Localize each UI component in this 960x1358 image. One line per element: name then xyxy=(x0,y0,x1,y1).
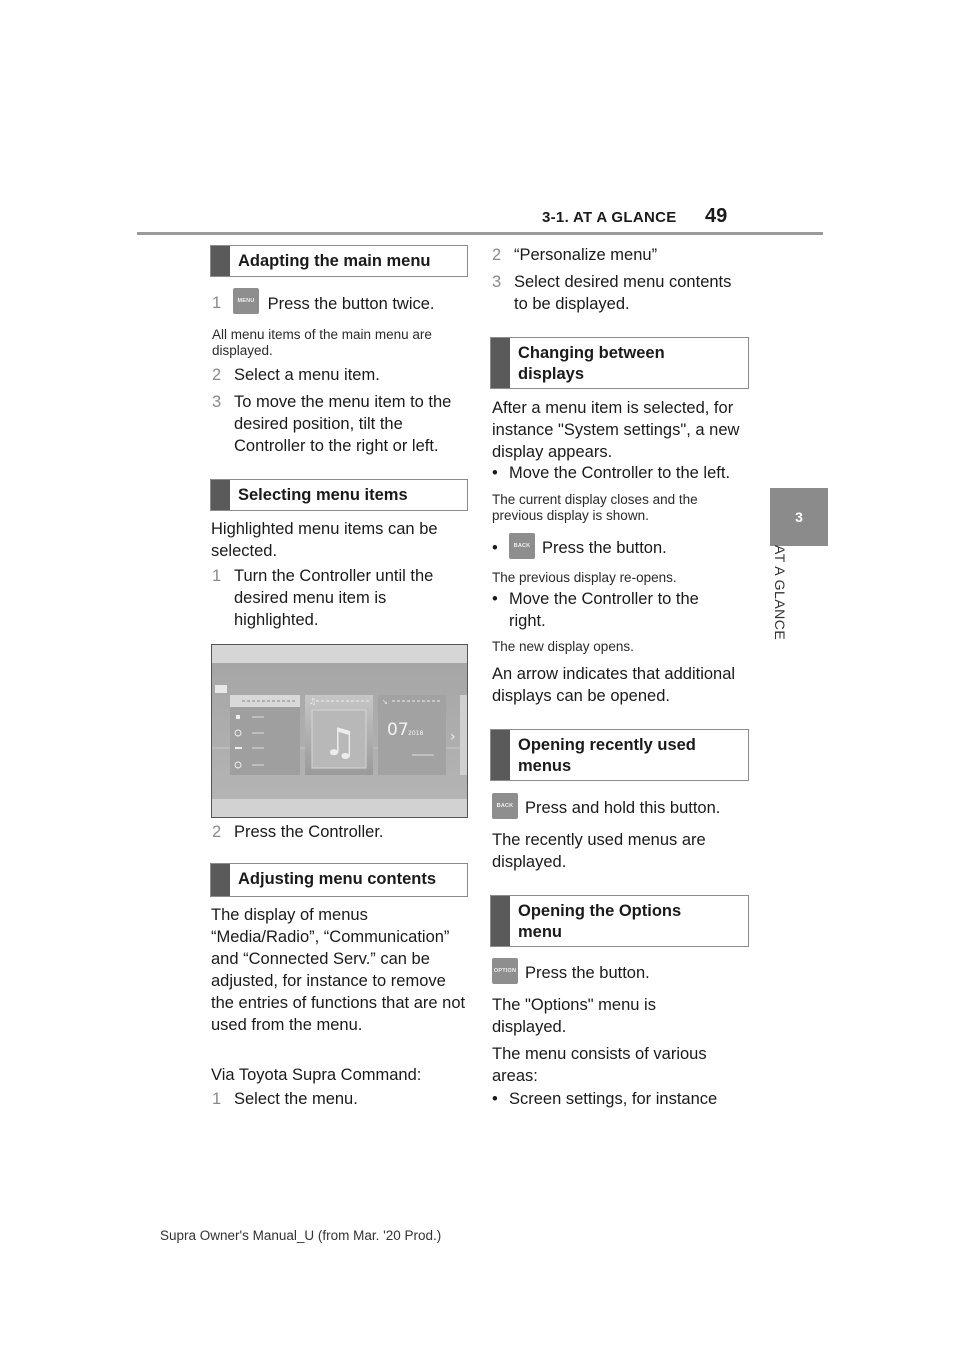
screenshot-graphic xyxy=(212,645,467,817)
section-head-selecting xyxy=(210,479,468,511)
section-head-adapting xyxy=(210,245,468,277)
chapter-number: 3 xyxy=(795,509,803,525)
back-button-icon: BACK xyxy=(492,793,518,819)
section-head-changing xyxy=(490,337,749,389)
step-1-note: All menu items of the main menu are displayed. xyxy=(212,327,432,358)
clock-year: 2018 xyxy=(408,730,424,737)
header-rule xyxy=(137,232,823,235)
svg-text:↘: ↘ xyxy=(382,698,388,706)
step-number: 1 xyxy=(212,1090,222,1108)
step-number: 2 xyxy=(212,366,222,384)
section-title: 3-1. AT A GLANCE xyxy=(542,209,677,226)
step-number: 2 xyxy=(492,246,502,264)
option-button-icon: OPTION xyxy=(492,958,518,984)
chevron-right-icon: › xyxy=(450,729,456,745)
music-note-icon: ♫ xyxy=(323,720,358,764)
r-step-2-text: “Personalize menu” xyxy=(514,246,658,264)
step-number: 1 xyxy=(212,567,222,585)
step-number: 1 xyxy=(212,294,222,312)
recent-paragraph: The recently used menus are displayed. xyxy=(492,831,706,871)
bullet-2: • BACK Press the button. xyxy=(492,535,754,561)
chapter-label: AT A GLANCE xyxy=(772,545,788,641)
step-1-text: Press the button twice. xyxy=(267,295,435,314)
footer-text: Supra Owner's Manual_U (from Mar. '20 Prod.) xyxy=(160,1228,442,1243)
section-bar xyxy=(491,730,510,780)
step-3-text: To move the menu item to the desired position, tilt the Controller to the right or left. xyxy=(234,393,452,455)
chapter-side-label xyxy=(770,545,790,675)
page-number: 49 xyxy=(705,205,728,227)
section-title-adjusting: Adjusting menu contents xyxy=(238,870,436,888)
step-number: 3 xyxy=(212,393,222,411)
options-instruction xyxy=(492,959,754,985)
bullet-1-text: Move the Controller to the left. xyxy=(509,464,731,482)
section-head-options xyxy=(490,895,749,947)
menu-button-icon: MENU xyxy=(233,288,259,314)
selecting-intro: Highlighted menu items can be selected. xyxy=(211,520,438,560)
section-title-options: Opening the Options menu xyxy=(518,902,682,941)
step-number: 2 xyxy=(212,823,222,841)
section-title-selecting: Selecting menu items xyxy=(238,486,408,504)
changing-paragraph: After a menu item is selected, for instance "System settings", a new display appears. xyxy=(492,399,740,461)
adjusting-paragraph: The display of menus “Media/Radio”, “Communication” and “Connected Serv.” can be adjusted, for instance to remove the entries of functions that are not used from the menu. xyxy=(211,906,466,1034)
section-title-recent: Opening recently used menus xyxy=(518,736,696,775)
bullet-3-text: Move the Controller to the right. xyxy=(509,590,699,630)
section-bar xyxy=(211,246,230,276)
bullet-2-text: Press the button. xyxy=(542,539,667,557)
recent-instruction xyxy=(492,794,754,820)
section-bar xyxy=(491,896,510,946)
step-number: 3 xyxy=(492,273,502,291)
options-paragraph-1: The "Options" menu is displayed. xyxy=(492,996,656,1036)
section-title-adapting: Adapting the main menu xyxy=(238,252,431,270)
recent-text: Press and hold this button. xyxy=(525,799,721,817)
bullet-3-note: The new display opens. xyxy=(492,639,634,654)
section-bar xyxy=(211,864,230,896)
options-bullet-text: Screen settings, for instance xyxy=(509,1090,718,1108)
svg-text:♫: ♫ xyxy=(309,697,317,706)
adj-step-1-text: Select the menu. xyxy=(234,1090,358,1108)
section-bar xyxy=(491,338,510,388)
settings-icon xyxy=(215,685,227,693)
main-menu-screenshot xyxy=(211,644,468,818)
via-text: Via Toyota Supra Command: xyxy=(211,1066,422,1084)
step-2-text: Select a menu item. xyxy=(234,366,380,384)
arrow-paragraph: An arrow indicates that additional displays can be opened. xyxy=(492,665,736,705)
options-text: Press the button. xyxy=(525,964,650,982)
section-head-adjusting xyxy=(210,863,468,897)
chapter-tab xyxy=(770,488,828,546)
section-title-changing: Changing between displays xyxy=(518,344,665,383)
r-step-3-text: Select desired menu contents to be displayed. xyxy=(514,273,732,313)
back-button-icon: BACK xyxy=(509,533,535,559)
bullet-2-note: The previous display re-opens. xyxy=(492,570,677,585)
bullet-1-note: The current display closes and the previous display is shown. xyxy=(492,492,698,523)
options-paragraph-2: The menu consists of various areas: xyxy=(492,1045,707,1085)
section-head-recent xyxy=(490,729,749,781)
section-bar xyxy=(211,480,230,510)
sel-step-2-text: Press the Controller. xyxy=(234,823,384,841)
clock-value: 07 xyxy=(387,720,409,740)
sel-step-1-text: Turn the Controller until the desired menu item is highlighted. xyxy=(234,567,434,629)
